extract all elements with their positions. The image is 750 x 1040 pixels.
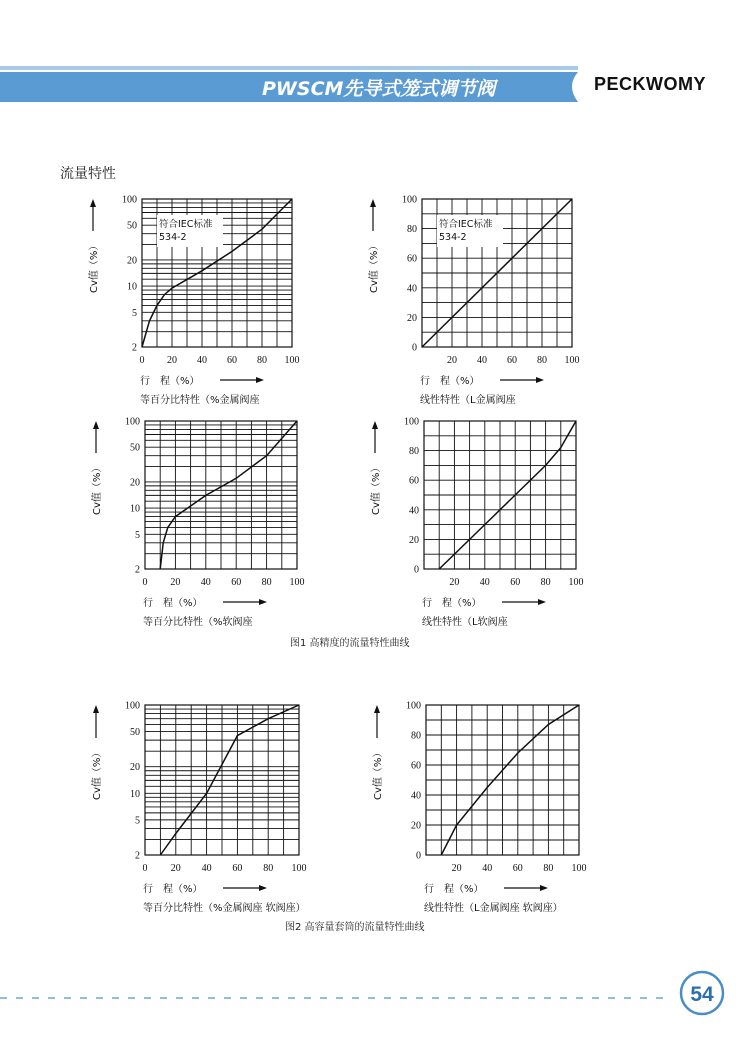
y-tick-label: 20 (411, 820, 421, 832)
y-tick-label: 50 (130, 727, 140, 739)
x-tick-label: 100 (571, 863, 587, 874)
y-tick-label: 80 (409, 446, 419, 458)
y-tick-label: 100 (125, 416, 140, 428)
x-tick-label: 20 (167, 355, 177, 366)
y-tick-label: 100 (125, 700, 140, 712)
x-tick-label: 20 (451, 863, 462, 874)
x-axis-arrow-head (536, 377, 544, 383)
y-tick-label: 5 (135, 529, 140, 541)
x-tick-label: 100 (289, 577, 305, 588)
y-tick-label: 2 (132, 342, 137, 354)
y-tick-label: 60 (407, 253, 417, 265)
x-axis-arrow-head (540, 885, 548, 891)
x-tick-label: 0 (142, 863, 148, 874)
x-tick-label: 60 (507, 355, 517, 366)
y-tick-label: 50 (127, 220, 137, 232)
figure-caption-1: 图1 高精度的流量特性曲线 (290, 638, 410, 649)
y-tick-label: 60 (409, 475, 419, 487)
x-tick-label: 60 (512, 863, 523, 874)
chart-title: 线性特性（L金属阀座 (420, 395, 516, 406)
x-tick-label: 40 (477, 355, 487, 366)
y-axis-arrow-head (93, 705, 99, 713)
y-tick-label: 2 (135, 850, 140, 862)
y-tick-label: 100 (122, 194, 137, 206)
chart-title: 等百分比特性（%金属阀座 软阀座） (143, 903, 306, 914)
y-tick-label: 60 (411, 760, 421, 772)
annotation-text: 534-2 (439, 232, 467, 243)
y-tick-label: 20 (130, 762, 140, 774)
x-tick-label: 0 (139, 355, 145, 366)
x-axis-arrow-head (259, 599, 267, 605)
y-tick-label: 10 (127, 281, 137, 293)
y-axis-label: Cv值（%） (373, 747, 384, 800)
x-axis-label: 行 程（%） (422, 598, 482, 609)
y-tick-label: 40 (411, 790, 421, 802)
x-axis-label: 行 程（%） (143, 598, 203, 609)
header-band (0, 66, 578, 102)
y-tick-label: 10 (130, 788, 140, 800)
x-tick-label: 20 (170, 577, 181, 588)
y-tick-label: 20 (407, 312, 417, 324)
y-tick-label: 20 (127, 255, 137, 267)
x-tick-label: 60 (231, 577, 242, 588)
y-axis-arrow-head (372, 421, 378, 429)
chart-3 (90, 417, 305, 629)
x-tick-label: 100 (564, 355, 580, 366)
y-tick-label: 0 (416, 850, 421, 862)
y-tick-label: 40 (409, 505, 419, 517)
y-tick-label: 100 (404, 416, 419, 428)
x-tick-label: 60 (510, 577, 521, 588)
y-axis-arrow-head (93, 421, 99, 429)
x-tick-label: 80 (261, 577, 272, 588)
x-tick-label: 80 (540, 577, 551, 588)
y-axis-label: Cv值（%） (89, 240, 100, 293)
chart-6 (371, 701, 587, 915)
y-tick-label: 0 (412, 342, 417, 354)
x-axis-arrow-head (259, 885, 267, 891)
x-axis-label: 行 程（%） (143, 884, 203, 895)
y-tick-label: 50 (130, 442, 140, 454)
page-number-badge (681, 972, 723, 1014)
chart-title: 等百分比特性（%软阀座 (143, 617, 253, 628)
x-tick-label: 20 (449, 577, 460, 588)
y-tick-label: 0 (414, 564, 419, 576)
x-axis-arrow-head (256, 377, 264, 383)
x-axis-label: 行 程（%） (420, 376, 480, 387)
chart-title: 线性特性（L软阀座 (422, 617, 508, 628)
x-axis-label: 行 程（%） (140, 376, 200, 387)
chart-5 (90, 701, 307, 915)
x-tick-label: 20 (447, 355, 457, 366)
x-tick-label: 40 (200, 577, 211, 588)
x-tick-label: 100 (291, 863, 307, 874)
section-title: 流量特性 (60, 166, 116, 182)
y-tick-label: 80 (407, 224, 417, 236)
annotation-text: 534-2 (159, 232, 187, 243)
x-tick-label: 80 (537, 355, 547, 366)
chart-1 (87, 195, 300, 407)
x-axis-label: 行 程（%） (424, 884, 484, 895)
y-axis-arrow-head (370, 199, 376, 207)
chart-2 (367, 195, 580, 407)
y-tick-label: 2 (135, 564, 140, 576)
y-axis-arrow-head (90, 199, 96, 207)
brand-logo: PECKWOMY (594, 74, 706, 94)
x-tick-label: 40 (482, 863, 493, 874)
y-tick-label: 80 (411, 730, 421, 742)
x-axis-arrow-head (538, 599, 546, 605)
y-axis-label: Cv值（%） (92, 747, 103, 800)
chart-4 (369, 417, 584, 629)
charts-area (87, 195, 587, 915)
x-tick-label: 40 (201, 863, 212, 874)
header-band-top (0, 66, 578, 70)
x-tick-label: 0 (142, 577, 148, 588)
y-tick-label: 20 (130, 477, 140, 489)
x-tick-label: 80 (543, 863, 554, 874)
y-tick-label: 20 (409, 534, 419, 546)
header-title: PWSCM先导式笼式调节阀 (262, 78, 496, 100)
y-axis-label: Cv值（%） (369, 240, 380, 293)
x-tick-label: 100 (284, 355, 300, 366)
x-tick-label: 60 (232, 863, 243, 874)
y-tick-label: 100 (402, 194, 417, 206)
figure-caption-2: 图2 高容量套筒的流量特性曲线 (285, 922, 425, 933)
y-axis-label: Cv值（%） (371, 462, 382, 515)
x-tick-label: 100 (568, 577, 584, 588)
annotation-text: 符合IEC标准 (159, 219, 213, 230)
y-tick-label: 5 (135, 815, 140, 827)
x-tick-label: 80 (257, 355, 267, 366)
y-tick-label: 40 (407, 283, 417, 295)
annotation-text: 符合IEC标准 (439, 219, 493, 230)
y-axis-arrow-head (374, 705, 380, 713)
page-number: 54 (690, 983, 714, 1006)
x-tick-label: 80 (263, 863, 274, 874)
chart-title: 等百分比特性（%金属阀座 (140, 395, 260, 406)
x-tick-label: 40 (479, 577, 490, 588)
chart-title: 线性特性（L金属阀座 软阀座） (424, 903, 563, 914)
y-tick-label: 10 (130, 503, 140, 515)
y-tick-label: 5 (132, 307, 137, 319)
x-tick-label: 60 (227, 355, 237, 366)
y-tick-label: 100 (406, 700, 421, 712)
x-tick-label: 20 (170, 863, 181, 874)
y-axis-label: Cv值（%） (92, 462, 103, 515)
x-tick-label: 40 (197, 355, 207, 366)
